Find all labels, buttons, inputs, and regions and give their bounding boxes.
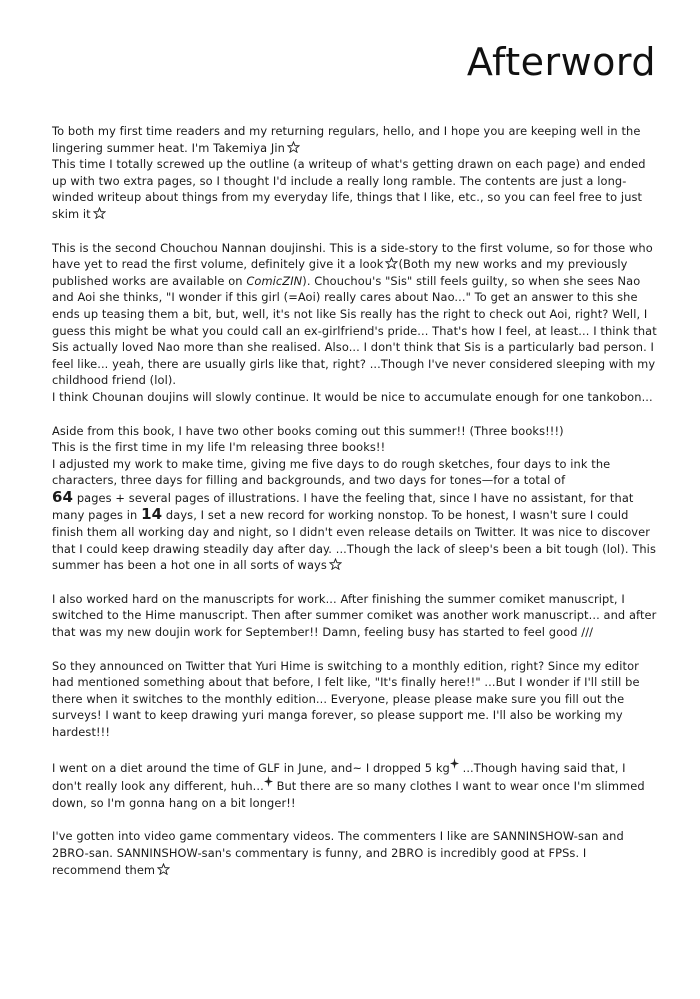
- paragraph-videos: [52, 828, 657, 878]
- text-schedule: I adjusted my work to make time, giving me five days to do rough sketches, four days to ink the characters, three days for filling and backgrounds, and two days for tones—for a total of: [52, 456, 611, 488]
- text-videos: I've gotten into video game commentary videos. The commenters I like are SANNINSHOW-san and 2BRO-san. SANNINSHOW-san's commentary is funny, and 2BRO is incredibly good at FPSs. I recommend them: [52, 829, 624, 877]
- text-available: (Both my new works and my previously published works are available on: [52, 257, 628, 288]
- star-outline-icon: [329, 558, 342, 570]
- text-greeting: To both my first time readers and my returning regulars, hello, and I hope you are keeping well in the lingering summer heat. I'm Takemiya Jin: [52, 124, 641, 155]
- text-first-time: This is the first time in my life I'm releasing three books!!: [52, 440, 386, 455]
- text-no-difference: ...Though having said that, I don't really look any different, huh...: [52, 760, 626, 794]
- site-name: ComicZIN: [246, 273, 303, 288]
- sparkle-icon: [450, 758, 459, 769]
- text-hang-on: But there are so many clothes I want to wear once I'm slimmed down, so I'm gonna hang on a bit longer!!: [52, 779, 645, 810]
- text-outline: This time I totally screwed up the outline (a writeup of what's getting drawn on each page) and ended up with two extra pages, so I thought I'd include a really long ramble. The contents are just a long-winded writeup about things from my everyday life, things that I like, etc., so you can feel free to just skim it: [52, 157, 646, 221]
- day-count: 14: [141, 505, 163, 524]
- page-title: Afterword: [466, 40, 656, 84]
- text-continue: I think Chounan doujins will slowly continue. It would be nice to accumulate enough for one tankobon...: [52, 389, 653, 404]
- paragraph-yuri-hime: [52, 658, 657, 741]
- paragraph-three-books: [52, 423, 657, 574]
- star-outline-icon: [287, 141, 300, 153]
- paragraph-greeting: [52, 123, 657, 223]
- text-second-doujinshi: This is the second Chouchou Nannan doujinshi. This is a side-story to the first volume, so for those who have yet to read the first volume, definitely give it a look: [52, 240, 653, 272]
- paragraph-manuscripts: [52, 591, 657, 641]
- star-outline-icon: [93, 207, 106, 219]
- text-yuri-hime: So they announced on Twitter that Yuri Hime is switching to a monthly edition, right? Since my editor had mentioned something about that before, I felt like, "It's finally here!!" ...But I wonder if I'll still be there when it switches to the monthly edition... Everyone, please please make sure you fill out the surveys! I want to keep drawing yuri manga forever, so please support me. I'll also be working my hardest!!!: [52, 658, 640, 739]
- afterword-body: [52, 123, 657, 895]
- paragraph-diet: [52, 758, 657, 812]
- star-outline-icon: [157, 863, 170, 875]
- page-count: 64: [52, 487, 74, 506]
- text-manuscripts: I also worked hard on the manuscripts for work... After finishing the summer comiket manuscript, I switched to the Hime manuscript. Then after summer comiket was another work manuscript... and after that was my new doujin work for September!! Damn, feeling busy has started to feel good ///: [52, 591, 657, 640]
- text-sis: ). Chouchou's "Sis" still feels guilty, so when she sees Nao and Aoi she thinks, "I wonder if this girl (=Aoi) really cares about Nao..." To get an answer to this she ends up teasing them a bit, but, well, it's not like Sis really has the right to check out Aoi, right? Well, I guess this might be what you could call an ex-girlfriend's pride... That's how I feel, at least... I think that Sis actually loved Nao more than she realised. Also... I don't think that Sis is a particularly bad person. I feel like... yeah, there are usually girls like that, right? ...Though I've never considered sleeping with my childhood friend (lol).: [52, 273, 657, 388]
- paragraph-chouchou: [52, 240, 657, 406]
- text-three-books: Aside from this book, I have two other books coming out this summer!! (Three books!!!): [52, 423, 564, 438]
- text-pages: pages + several pages of illustrations. I have the feeling that, since I have no assistant, for that many pages in: [52, 490, 634, 523]
- text-record: days, I set a new record for working nonstop. To be honest, I wasn't sure I could finish them all working day and night, so I didn't even release details on Twitter. It was nice to discover that I could keep drawing steadily day after day. ...Though the lack of sleep's been a bit tough (lol). This summer has been a hot one in all sorts of ways: [52, 508, 656, 573]
- text-diet: I went on a diet around the time of GLF in June, and~ I dropped 5 kg: [52, 760, 450, 775]
- sparkle-icon: [264, 776, 273, 787]
- star-outline-icon: [385, 257, 398, 269]
